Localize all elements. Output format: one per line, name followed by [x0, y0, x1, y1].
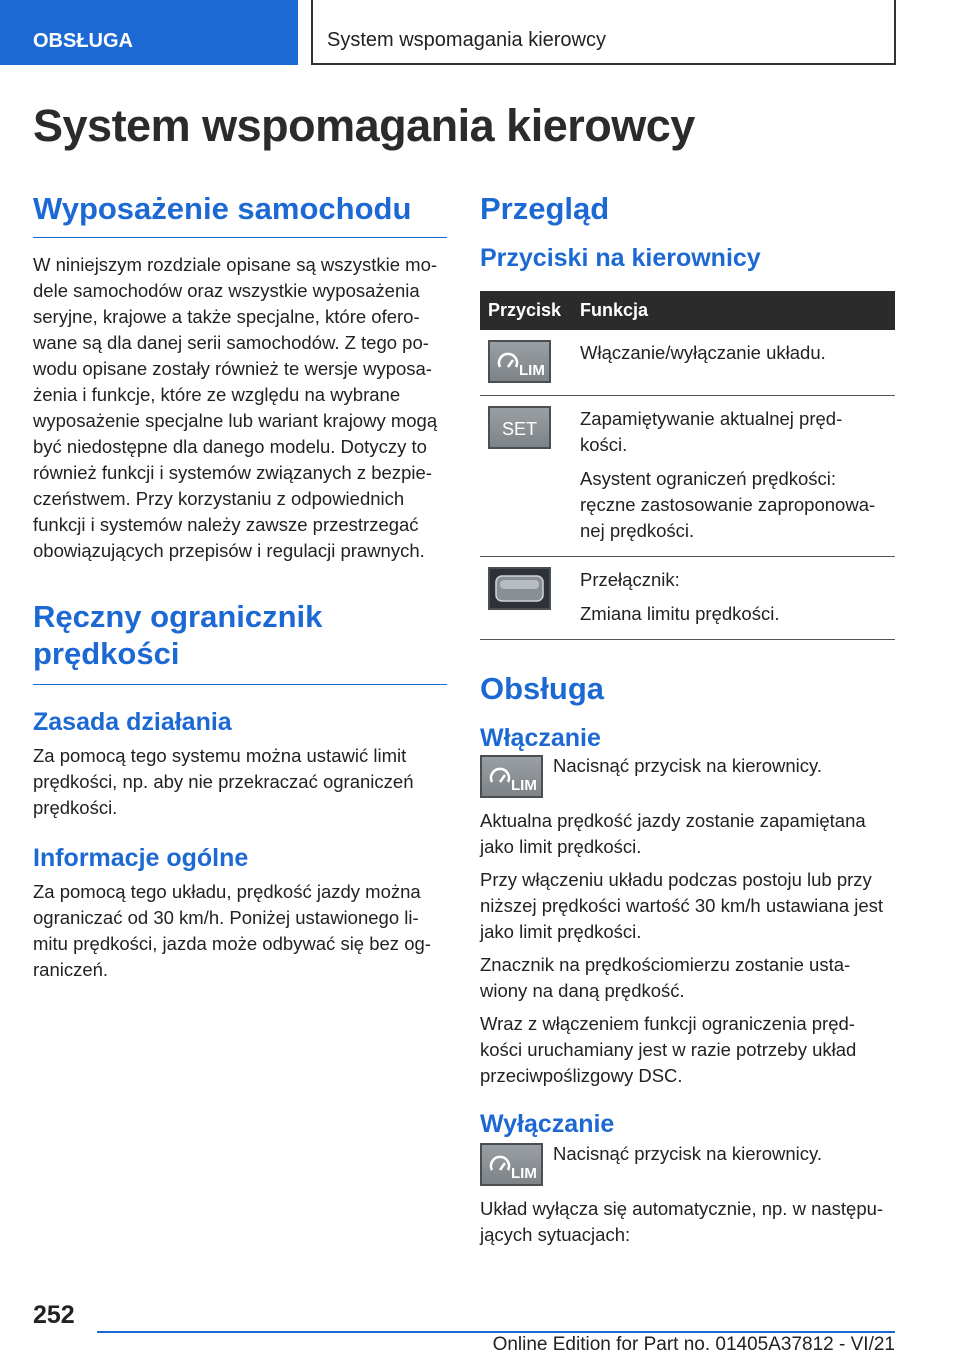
function-cell [572, 330, 895, 396]
text-line: być niedostępne dla danego modelu. Dotyczy to [33, 436, 427, 457]
text-line: niższej prędkości wartość 30 km/h ustawiana jest [480, 895, 884, 916]
text-line: ograniczać od 30 km/h. Poniżej ustawionego li- [33, 907, 419, 928]
column-header-function: Funkcja [572, 291, 895, 330]
text-line: również funkcji i systemów związanych z bezpie- [33, 462, 432, 483]
text-line: prędkości. [33, 797, 118, 818]
text-line: dele samochodów oraz wszystkie wyposażenia [33, 280, 420, 301]
table-row [480, 330, 895, 396]
svg-text:LIM: LIM [511, 1165, 537, 1182]
text-line: wane są dla danej serii samochodów. Z tego po- [33, 332, 429, 353]
text-line: Za pomocą tego układu, prędkość jazdy można [33, 881, 421, 902]
text-line: mitu prędkości, jazda może odbywać się bez og- [33, 933, 431, 954]
text-line: Wraz z włączeniem funkcji ograniczenia pręd- [480, 1013, 855, 1034]
footer-divider [97, 1331, 895, 1333]
text-line: funkcji i systemów należy zawsze przestrzegać [33, 514, 419, 535]
icon-cell [480, 396, 572, 557]
heading-line: prędkości [33, 636, 180, 671]
text-line: Włączanie/wyłączanie układu. [580, 342, 826, 363]
svg-text:LIM: LIM [511, 777, 537, 794]
text-line: Zapamiętywanie aktualnej pręd- [580, 408, 843, 429]
switch-on-heading: Włączanie [480, 724, 601, 752]
switch-off-instruction [480, 1143, 895, 1186]
section-tab[interactable]: OBSŁUGA [0, 0, 298, 65]
switch-on-text [480, 808, 895, 1089]
text-line: Aktualna prędkość jazdy zostanie zapamiętana [480, 810, 866, 831]
table-row [480, 557, 895, 640]
svg-text:SET: SET [502, 419, 538, 439]
right-column [480, 190, 895, 1248]
svg-text:LIM: LIM [519, 362, 545, 379]
instruction-text: Nacisnąć przycisk na kierownicy. [553, 1143, 823, 1164]
switch-off-text [480, 1196, 895, 1248]
instruction-text: Nacisnąć przycisk na kierownicy. [553, 755, 823, 776]
general-info-text [33, 879, 447, 983]
text-line: żenia i funkcje, które ze względu na wybrane [33, 384, 401, 405]
set-button-icon [488, 406, 551, 449]
text-line: W niniejszym rozdziale opisane są wszystkie mo- [33, 254, 438, 275]
principle-heading: Zasada działania [33, 708, 232, 736]
text-line: raniczeń. [33, 959, 109, 980]
speed-limiter-heading [33, 598, 447, 685]
rocker-switch-icon [488, 567, 551, 610]
text-line: Zmiana limitu prędkości. [580, 603, 780, 624]
steering-buttons-heading: Przyciski na kierownicy [480, 244, 761, 272]
lim-button-icon [488, 340, 551, 383]
text-line: przeciwpoślizgowy DSC. [480, 1065, 683, 1086]
switch-on-instruction [480, 755, 895, 798]
text-line: czeństwem. Przy korzystaniu z odpowiednich [33, 488, 405, 509]
text-line: seryjne, krajowe a także specjalne, które ofero- [33, 306, 420, 327]
text-line: wiony na daną prędkość. [480, 980, 685, 1001]
buttons-table [480, 291, 895, 640]
overview-heading: Przegląd [480, 191, 610, 226]
table-header-row [480, 291, 895, 330]
heading-line: Ręczny ogranicznik [33, 599, 323, 634]
lim-button-icon [480, 1143, 543, 1186]
table-row [480, 396, 895, 557]
column-header-button: Przycisk [480, 291, 572, 330]
page-number: 252 [33, 1301, 75, 1329]
lim-button-icon [480, 755, 543, 798]
text-line: Za pomocą tego systemu można ustawić limit [33, 745, 407, 766]
icon-cell [480, 330, 572, 396]
text-line: jako limit prędkości. [480, 921, 642, 942]
text-line: kości uruchamiany jest w razie potrzeby układ [480, 1039, 857, 1060]
text-line: obowiązujących przepisów i regulacji prawnych. [33, 540, 425, 561]
text-line: Układ wyłącza się automatycznie, np. w następu- [480, 1198, 884, 1219]
text-line: Przełącznik: [580, 569, 680, 590]
general-info-heading: Informacje ogólne [33, 844, 249, 872]
text-line: wyposażenie specjalne lub wariant krajowy mogą [33, 410, 438, 431]
switch-off-heading: Wyłączanie [480, 1110, 615, 1138]
text-line: prędkości, np. aby nie przekraczać ograniczeń [33, 771, 414, 792]
operation-heading: Obsługa [480, 671, 605, 706]
text-line: Przy włączeniu układu podczas postoju lub przy [480, 869, 872, 890]
chapter-header: System wspomagania kierowcy [311, 0, 896, 65]
edition-info: Online Edition for Part no. 01405A37812 - VI/21 [492, 1334, 895, 1355]
text-line: nej prędkości. [580, 520, 695, 541]
icon-cell [480, 557, 572, 640]
text-line: wodu opisane zostały również te wersje wyposa- [33, 358, 432, 379]
page-title: System wspomagania kierowcy [33, 100, 695, 151]
equipment-text [33, 252, 447, 564]
function-cell [572, 396, 895, 557]
text-line: jących sytuacjach: [480, 1224, 631, 1245]
text-line: ręczne zastosowanie zaproponowa- [580, 494, 876, 515]
principle-text [33, 743, 447, 821]
text-line: jako limit prędkości. [480, 836, 642, 857]
text-line: kości. [580, 434, 628, 455]
text-line: Znacznik na prędkościomierzu zostanie usta- [480, 954, 851, 975]
function-cell [572, 557, 895, 640]
text-line: Asystent ograniczeń prędkości: [580, 468, 837, 489]
left-column [33, 190, 447, 983]
equipment-heading: Wyposażenie samochodu [33, 190, 447, 238]
